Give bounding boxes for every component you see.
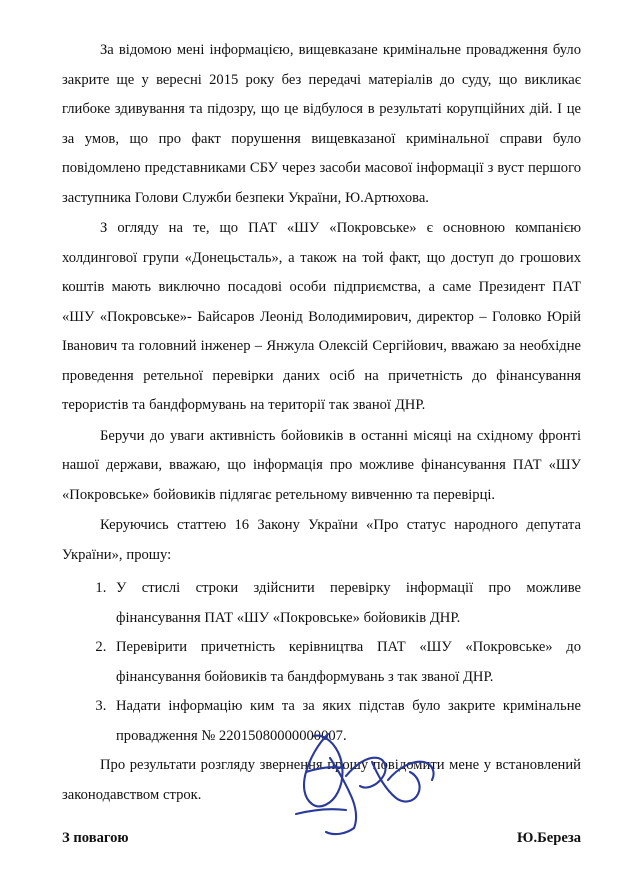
- signature-block: [62, 828, 581, 848]
- list-item: 1. У стислі строки здійснити перевірку інформації про можливе фінансування ПАТ «ШУ «Покровське» бойовиків ДНР.: [110, 574, 581, 633]
- paragraph-3: Беручи до уваги активність бойовиків в останні місяці на східному фронті нашої держави, вважаю, що інформація про можливе фінансування ПАТ «ШУ «Покровське» бойовиків підлягає ретельному вивченню та перевірці.: [62, 427, 581, 503]
- request-list: [62, 574, 581, 751]
- list-item: 3. Надати інформацію ким та за яких підстав було закрите кримінальне провадження № 22015080000000007.: [110, 692, 581, 751]
- signature-closing-label: З повагою: [62, 830, 129, 846]
- closing-paragraph: Про результати розгляду звернення прошу повідомити мене у встановлений законодавством строк.: [62, 757, 581, 803]
- paragraph-2: З огляду на те, що ПАТ «ШУ «Покровське» є основною компанією холдингової групи «Донецьсталь», а також на той факт, що доступ до грошових коштів мають виключно посадові особи підприємства, а саме Президент ПАТ «ШУ «Покровське»- Байсаров Леонід Володимирович, директор – Головко Юрій Іванович та головний інженер – Янжула Олексій Сергійович, вважаю за необхідне проведення ретельної перевірки даних осіб на причетність до фінансування терористів та бандформувань на території так званої ДНР.: [62, 220, 581, 413]
- list-item: 2. Перевірити причетність керівництва ПАТ «ШУ «Покровське» до фінансування бойовиків та бандформувань з так званої ДНР.: [110, 633, 581, 692]
- paragraph-4: Керуючись статтею 16 Закону України «Про статус народного депутата України», прошу:: [62, 517, 581, 563]
- signature-name: Ю.Береза: [517, 830, 581, 846]
- paragraph-1: За відомою мені інформацією, вищевказане кримінальне провадження було закрите ще у вересні 2015 року без передачі матеріалів до суду, що викликає глибоке здивування та підозру, що це відбулося в результаті корупційних дій. І це за умов, що про факт порушення вищевказаної кримінальної справи було повідомлено представниками СБУ через засоби масової інформації з вуст першого заступника Голови Служби безпеки України, Ю.Артюхова.: [62, 42, 581, 206]
